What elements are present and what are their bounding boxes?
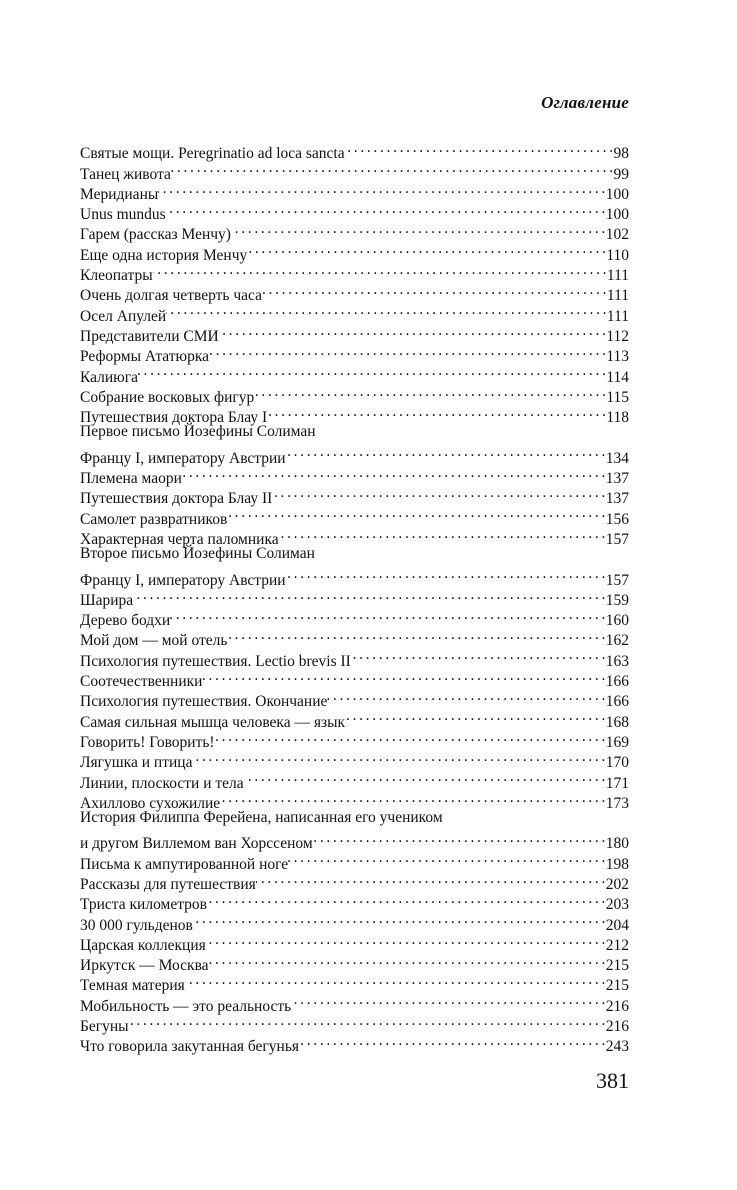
toc-entry-page: 168 — [605, 713, 629, 731]
toc-entry-page: 100 — [605, 185, 629, 203]
toc-leader-dots — [291, 990, 605, 1010]
toc-entry-page: 162 — [605, 632, 629, 650]
toc-leader-dots — [206, 930, 605, 950]
toc-leader-dots — [209, 341, 605, 361]
toc-entry — [80, 544, 629, 564]
toc-entry — [80, 1011, 629, 1036]
toc-entry-title: 30 000 гульденов — [80, 916, 193, 934]
toc-entry — [80, 585, 629, 609]
toc-leader-dots — [267, 402, 605, 422]
toc-entry-title: Триста километров — [80, 896, 208, 914]
toc-entry-page: 173 — [605, 794, 629, 812]
toc-entry-title: Клеопатры — [80, 267, 153, 285]
toc-leader-dots — [166, 300, 606, 320]
toc-entry-title: Самолет развратников — [80, 510, 228, 528]
toc-entry-page: 160 — [605, 612, 629, 630]
toc-entry-title: Собрание восковых фигур — [80, 388, 255, 406]
toc-leader-dots — [244, 767, 605, 787]
toc-entry-page: 114 — [606, 368, 629, 386]
toc-leader-dots — [182, 463, 605, 483]
toc-entry-page: 115 — [606, 388, 629, 406]
toc-leader-dots — [345, 706, 605, 726]
toc-leader-dots — [129, 1011, 605, 1031]
toc-entry-page: 100 — [605, 206, 629, 224]
toc-leader-dots — [288, 848, 605, 868]
toc-leader-dots — [262, 280, 606, 300]
toc-entry-title: Францу I, императору Австрии — [80, 449, 286, 467]
toc-entry-title: Осел Апулей — [80, 307, 167, 325]
toc-entry-title: Говорить! Говорить! — [80, 733, 215, 751]
toc-entry-title: Племена маори — [80, 470, 182, 488]
running-header: Оглавление — [541, 93, 629, 112]
toc-entry-page: 134 — [605, 449, 629, 467]
toc-entry-title: Характерная черта паломника — [80, 530, 279, 548]
toc-leader-dots — [227, 503, 604, 523]
toc-entry-page: 169 — [605, 733, 629, 751]
toc-entry-title: Ахиллово сухожилие — [80, 794, 221, 812]
toc-entry-page: 113 — [606, 348, 629, 366]
toc-leader-dots — [170, 605, 605, 625]
toc-entry — [80, 1031, 629, 1056]
toc-entry-title: Мой дом — мой отель — [80, 632, 228, 650]
toc-entry-page: 157 — [605, 571, 629, 589]
toc-entry-title: Мобильность — это реальность — [80, 997, 292, 1015]
toc-entry — [80, 361, 629, 386]
toc-entry-title: Танец живота — [80, 165, 171, 183]
toc-entry-title: и другом Виллемом ван Хорссеном — [80, 835, 313, 853]
toc-entry — [80, 179, 629, 203]
toc-entry-title: Лягушка и птица — [80, 754, 193, 772]
toc-leader-dots — [227, 625, 604, 645]
toc-leader-dots — [133, 585, 605, 605]
toc-entry-title: Францу I, императору Австрии — [80, 571, 286, 589]
toc-entry-page: 111 — [606, 307, 629, 325]
toc-entry-page: 215 — [605, 977, 629, 995]
toc-entry-page: 102 — [605, 226, 629, 244]
toc-entry-page: 137 — [605, 490, 629, 508]
toc-entry-page: 243 — [605, 1038, 629, 1056]
toc-entry-title: Меридианы — [80, 185, 159, 203]
toc-entry-page: 157 — [605, 530, 629, 548]
toc-entry-page: 159 — [605, 591, 629, 609]
toc-entry — [80, 442, 629, 467]
toc-entry-title: Святые мощи. Peregrinatio ad loca sancta — [80, 145, 345, 163]
toc-entry — [80, 422, 629, 442]
toc-entry-page: 204 — [605, 916, 629, 934]
toc-entry-page: 203 — [605, 896, 629, 914]
toc-entry — [80, 564, 629, 589]
toc-entry-title: Дерево бодхи — [80, 612, 171, 630]
toc-leader-dots — [351, 645, 605, 665]
toc-entry-page: 98 — [613, 145, 629, 163]
toc-entry-title: Первое письмо Йозефины Солиман — [80, 423, 316, 441]
toc-entry-title: Бегуны — [80, 1018, 129, 1036]
page-number: 381 — [596, 1068, 629, 1093]
toc-leader-dots — [286, 442, 605, 462]
toc-entry-title: Письма к ампутированной ноге — [80, 855, 289, 873]
toc-entry-title: Представители СМИ — [80, 327, 219, 345]
toc-leader-dots — [215, 727, 605, 747]
toc-entry — [80, 828, 629, 853]
toc-entry-page: 111 — [606, 267, 629, 285]
toc-entry-title: Калиюга — [80, 368, 138, 386]
toc-leader-dots — [286, 564, 605, 584]
toc-entry-title: Соотечественники — [80, 673, 203, 691]
toc-leader-dots — [313, 828, 605, 848]
toc-entry — [80, 382, 629, 406]
toc-leader-dots — [209, 950, 605, 970]
toc-leader-dots — [256, 869, 605, 889]
toc-entry-title: Самая сильная мышца человека — язык — [80, 713, 346, 731]
toc-leader-dots — [171, 158, 613, 178]
toc-leader-dots — [254, 382, 605, 402]
table-of-contents — [80, 138, 629, 1056]
toc-leader-dots — [231, 219, 605, 239]
toc-leader-dots — [166, 199, 605, 219]
toc-entry — [80, 605, 629, 630]
toc-leader-dots — [185, 970, 605, 990]
toc-entry-title: Психология путешествия. Lectio brevis II — [80, 652, 351, 670]
toc-entry-page: 166 — [605, 693, 629, 711]
toc-leader-dots — [279, 524, 605, 544]
toc-entry-page: 216 — [605, 1018, 629, 1036]
toc-leader-dots — [220, 788, 605, 808]
toc-leader-dots — [299, 1031, 605, 1051]
toc-entry-page: 198 — [605, 855, 629, 873]
toc-entry-page: 171 — [605, 774, 629, 792]
toc-leader-dots — [219, 321, 606, 341]
toc-entry-title: Иркутск — Москва — [80, 957, 209, 975]
toc-entry-page: 118 — [606, 409, 629, 427]
toc-entry-page: 137 — [605, 470, 629, 488]
toc-entry — [80, 138, 629, 163]
toc-entry-title: Очень долгая четверть часа — [80, 287, 262, 305]
toc-entry-title: Что говорила закутанная бегунья — [80, 1038, 300, 1056]
toc-leader-dots — [272, 483, 604, 503]
toc-entry — [80, 280, 629, 305]
toc-entry-title: Путешествия доктора Блау I — [80, 409, 268, 427]
toc-entry-title: Линии, плоскости и тела — [80, 774, 244, 792]
toc-entry-page: 99 — [613, 165, 629, 183]
toc-entry — [80, 199, 629, 224]
toc-entry-title: Второе письмо Йозефины Солиман — [80, 544, 315, 562]
toc-leader-dots — [327, 686, 604, 706]
toc-leader-dots — [207, 889, 605, 909]
toc-entry-page: 163 — [605, 652, 629, 670]
toc-leader-dots — [153, 260, 606, 280]
toc-leader-dots — [192, 747, 604, 767]
toc-entry — [80, 260, 629, 285]
toc-leader-dots — [158, 179, 604, 199]
toc-entry-page: 212 — [605, 936, 629, 954]
toc-entry-page: 216 — [605, 997, 629, 1015]
toc-leader-dots — [193, 909, 605, 929]
toc-entry-page: 202 — [605, 875, 629, 893]
toc-entry-title: Еще одна история Менчу — [80, 246, 248, 264]
toc-entry-title: Рассказы для путешествия — [80, 875, 256, 893]
toc-leader-dots — [247, 239, 605, 259]
toc-entry-page: 112 — [606, 327, 629, 345]
toc-entry-title: Царская коллекция — [80, 936, 206, 954]
toc-entry — [80, 808, 629, 828]
toc-entry-title: История Филиппа Ферейена, написанная его учеником — [80, 808, 443, 826]
toc-entry-title: Гарем (рассказ Менчу) — [80, 226, 231, 244]
toc-entry-page: 170 — [605, 754, 629, 772]
toc-entry-page: 156 — [605, 510, 629, 528]
toc-entry-page: 180 — [605, 835, 629, 853]
toc-leader-dots — [202, 666, 604, 686]
toc-entry-title: Психология путешествия. Окончание — [80, 693, 328, 711]
toc-entry-title: Путешествия доктора Блау II — [80, 490, 273, 508]
toc-entry-title: Unus mundus — [80, 206, 166, 224]
toc-entry-title: Шарира — [80, 591, 134, 609]
toc-entry-title: Темная материя — [80, 977, 185, 995]
toc-leader-dots — [138, 361, 605, 381]
toc-entry-page: 110 — [606, 246, 629, 264]
toc-entry-page: 111 — [606, 287, 629, 305]
toc-leader-dots — [345, 138, 613, 158]
toc-entry-page: 215 — [605, 957, 629, 975]
toc-entry-page: 166 — [605, 673, 629, 691]
toc-entry-title: Реформы Ататюрка — [80, 348, 210, 366]
